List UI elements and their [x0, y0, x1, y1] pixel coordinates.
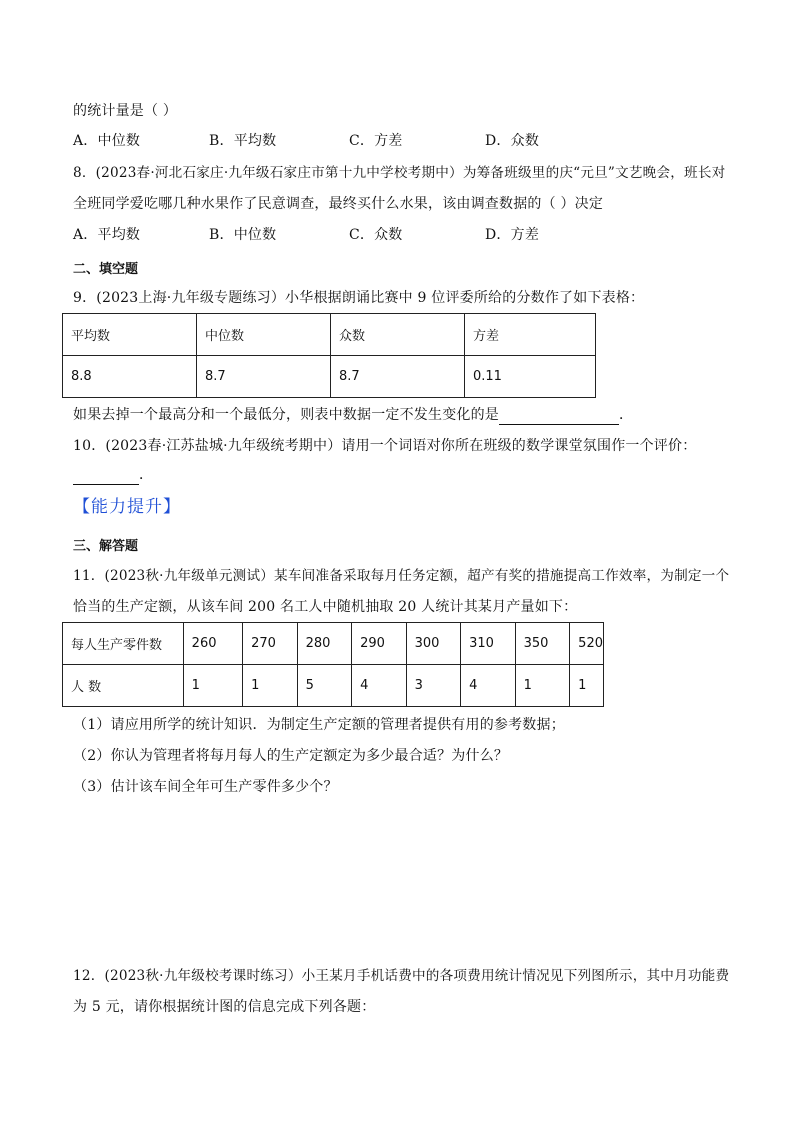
q9-answer-blank[interactable] [499, 410, 619, 425]
q9-score-table [62, 313, 596, 398]
ability-improvement-banner: 【能力提升】 [73, 497, 181, 517]
q9-value-row [63, 356, 596, 398]
q9-value-cell: 8.7 [331, 356, 465, 398]
q11-cell: 1 [183, 665, 242, 707]
section-fill-in-heading: 二、填空题 [73, 262, 139, 277]
q11-cell: 1 [570, 665, 604, 707]
q9-header-cell: 平均数 [63, 314, 197, 356]
q11-cell: 4 [461, 665, 516, 707]
q10-answer-end: ． [139, 467, 154, 483]
q11-cell: 1 [515, 665, 570, 707]
q11-cell: 350 [515, 623, 570, 665]
q7-tail: 的统计量是（ ） [73, 103, 178, 119]
q11-cell: 280 [297, 623, 352, 665]
q11-cell: 520 [570, 623, 604, 665]
q11-row-label: 人 数 [63, 665, 184, 707]
q8-option-d: D．方差 [485, 227, 540, 243]
q9-header-cell: 方差 [465, 314, 596, 356]
q12-stem-line2: 为 5 元，请你根据统计图的信息完成下列各题： [73, 999, 376, 1015]
q11-cell: 3 [406, 665, 461, 707]
q9-header-cell: 中位数 [197, 314, 331, 356]
q8-option-a: A．平均数 [73, 227, 141, 243]
section-answer-heading: 三、解答题 [73, 539, 139, 554]
q9-value-cell: 8.7 [197, 356, 331, 398]
q9-stem: 9．(2023上海·九年级专题练习）小华根据朗诵比赛中 9 位评委所给的分数作了如下表格： [73, 290, 645, 306]
q11-parts-row [63, 623, 604, 665]
q11-stem-line1: 11．(2023秋·九年级单元测试）某车间准备采取每月任务定额，超产有奖的措施提高工作效率，为制定一个 [73, 568, 730, 584]
q9-value-cell: 0.11 [465, 356, 596, 398]
q11-subquestion-1: （1）请应用所学的统计知识．为制定生产定额的管理者提供有用的参考数据； [73, 717, 565, 733]
q11-cell: 290 [352, 623, 407, 665]
q11-cell: 1 [243, 665, 298, 707]
q11-people-row [63, 665, 604, 707]
q7-option-d: D．众数 [485, 133, 540, 149]
q11-production-table [62, 622, 604, 707]
q8-option-c: C．众数 [349, 227, 403, 243]
q9-question-text: 如果去掉一个最高分和一个最低分，则表中数据一定不发生变化的是 [73, 407, 499, 423]
q12-stem-line1: 12．(2023秋·九年级校考课时练习）小王某月手机话费中的各项费用统计情况见下列图所示，其中月功能费 [73, 968, 730, 984]
q10-answer-blank[interactable] [73, 470, 139, 485]
q10-stem: 10．(2023春·江苏盐城·九年级统考期中）请用一个词语对你所在班级的数学课堂氛围作一个评价： [73, 438, 697, 454]
q7-option-b: B．平均数 [209, 133, 277, 149]
q8-stem-line1: 8．(2023春·河北石家庄·九年级石家庄市第十九中学校考期中）为筹备班级里的庆“元旦”文艺晚会，班长对 [73, 165, 726, 181]
q11-cell: 270 [243, 623, 298, 665]
q8-stem-line2: 全班同学爱吃哪几种水果作了民意调查，最终买什么水果，该由调查数据的（ ）决定 [73, 196, 604, 212]
q11-stem-line2: 恰当的生产定额，从该车间 200 名工人中随机抽取 20 人统计其某月产量如下： [73, 599, 578, 615]
q11-cell: 260 [183, 623, 242, 665]
q7-options [73, 131, 723, 151]
q11-cell: 5 [297, 665, 352, 707]
q11-subquestion-2: （2）你认为管理者将每月每人的生产定额定为多少最合适？为什么？ [73, 748, 509, 764]
q11-subquestion-3: （3）估计该车间全年可生产零件多少个？ [73, 779, 338, 795]
q11-cell: 4 [352, 665, 407, 707]
q10-answer-line [73, 465, 153, 485]
q11-row-label: 每人生产零件数 [63, 623, 184, 665]
q7-option-a: A．中位数 [73, 133, 141, 149]
q8-option-b: B．中位数 [209, 227, 277, 243]
q11-cell: 310 [461, 623, 516, 665]
q8-options [73, 225, 723, 245]
q9-header-cell: 众数 [331, 314, 465, 356]
q9-question [73, 405, 633, 425]
q7-option-c: C．方差 [349, 133, 403, 149]
q9-value-cell: 8.8 [63, 356, 197, 398]
q9-question-end: ． [619, 407, 634, 423]
q9-header-row [63, 314, 596, 356]
q11-cell: 300 [406, 623, 461, 665]
